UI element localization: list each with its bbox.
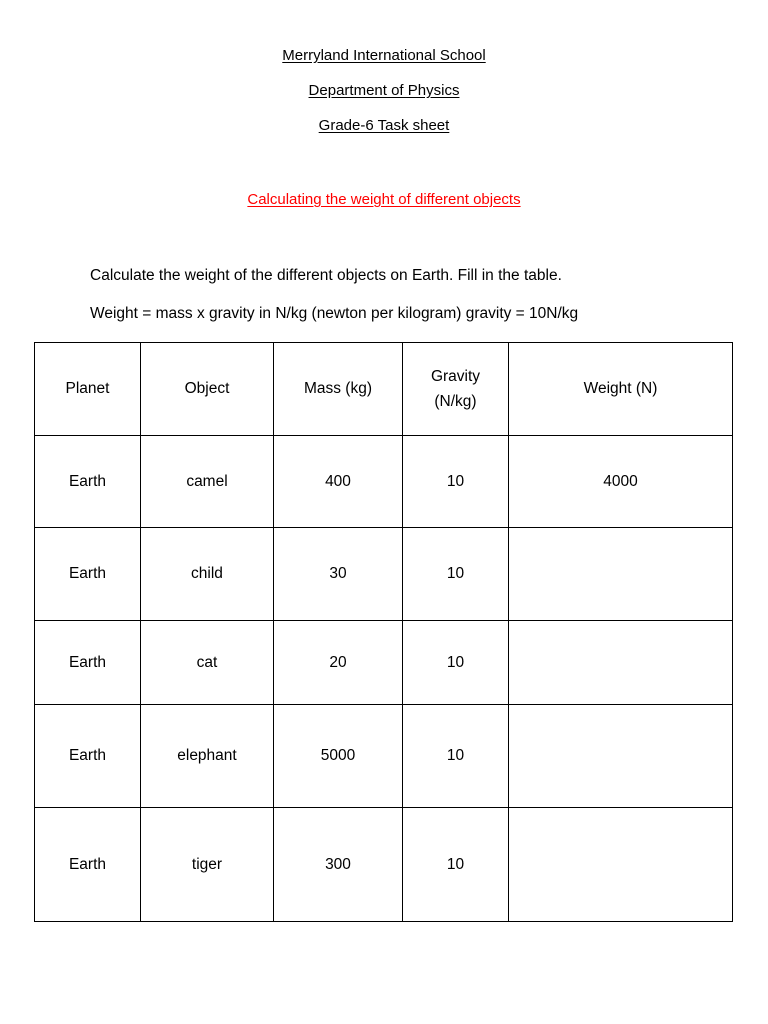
cell-weight[interactable] <box>509 705 733 808</box>
cell-planet: Earth <box>35 705 141 808</box>
header-planet: Planet <box>35 343 141 436</box>
header-weight: Weight (N) <box>509 343 733 436</box>
cell-mass: 20 <box>274 621 403 705</box>
cell-weight[interactable] <box>509 528 733 621</box>
cell-object: cat <box>141 621 274 705</box>
cell-planet: Earth <box>35 808 141 922</box>
cell-object: tiger <box>141 808 274 922</box>
department-name: Department of Physics <box>308 82 460 99</box>
cell-weight[interactable] <box>509 808 733 922</box>
school-name: Merryland International School <box>282 47 486 64</box>
cell-planet: Earth <box>35 621 141 705</box>
header-object: Object <box>141 343 274 436</box>
cell-gravity: 10 <box>403 705 509 808</box>
header-gravity-label: Gravity <box>430 368 481 385</box>
cell-object: elephant <box>141 705 274 808</box>
cell-gravity: 10 <box>403 528 509 621</box>
cell-object: camel <box>141 436 274 528</box>
table-row <box>35 528 733 621</box>
formula-text: Weight = mass x gravity in N/kg (newton per kilogram) gravity = 10N/kg <box>90 305 579 322</box>
table-row <box>35 705 733 808</box>
cell-gravity: 10 <box>403 621 509 705</box>
cell-planet: Earth <box>35 436 141 528</box>
cell-mass: 30 <box>274 528 403 621</box>
cell-mass: 400 <box>274 436 403 528</box>
task-sheet-label: Grade-6 Task sheet <box>318 117 450 134</box>
header-gravity-unit: (N/kg) <box>434 393 477 410</box>
cell-mass: 300 <box>274 808 403 922</box>
table-row <box>35 436 733 528</box>
cell-planet: Earth <box>35 528 141 621</box>
cell-gravity: 10 <box>403 436 509 528</box>
table-header-row <box>35 343 733 436</box>
cell-weight[interactable]: 4000 <box>509 436 733 528</box>
weight-table <box>34 342 733 922</box>
instruction-text: Calculate the weight of the different objects on Earth. Fill in the table. <box>90 267 562 284</box>
cell-weight[interactable] <box>509 621 733 705</box>
cell-object: child <box>141 528 274 621</box>
header-mass: Mass (kg) <box>274 343 403 436</box>
table-row <box>35 621 733 705</box>
table-row <box>35 808 733 922</box>
worksheet-title: Calculating the weight of different objects <box>247 191 521 208</box>
cell-mass: 5000 <box>274 705 403 808</box>
header-gravity <box>403 343 509 436</box>
cell-gravity: 10 <box>403 808 509 922</box>
